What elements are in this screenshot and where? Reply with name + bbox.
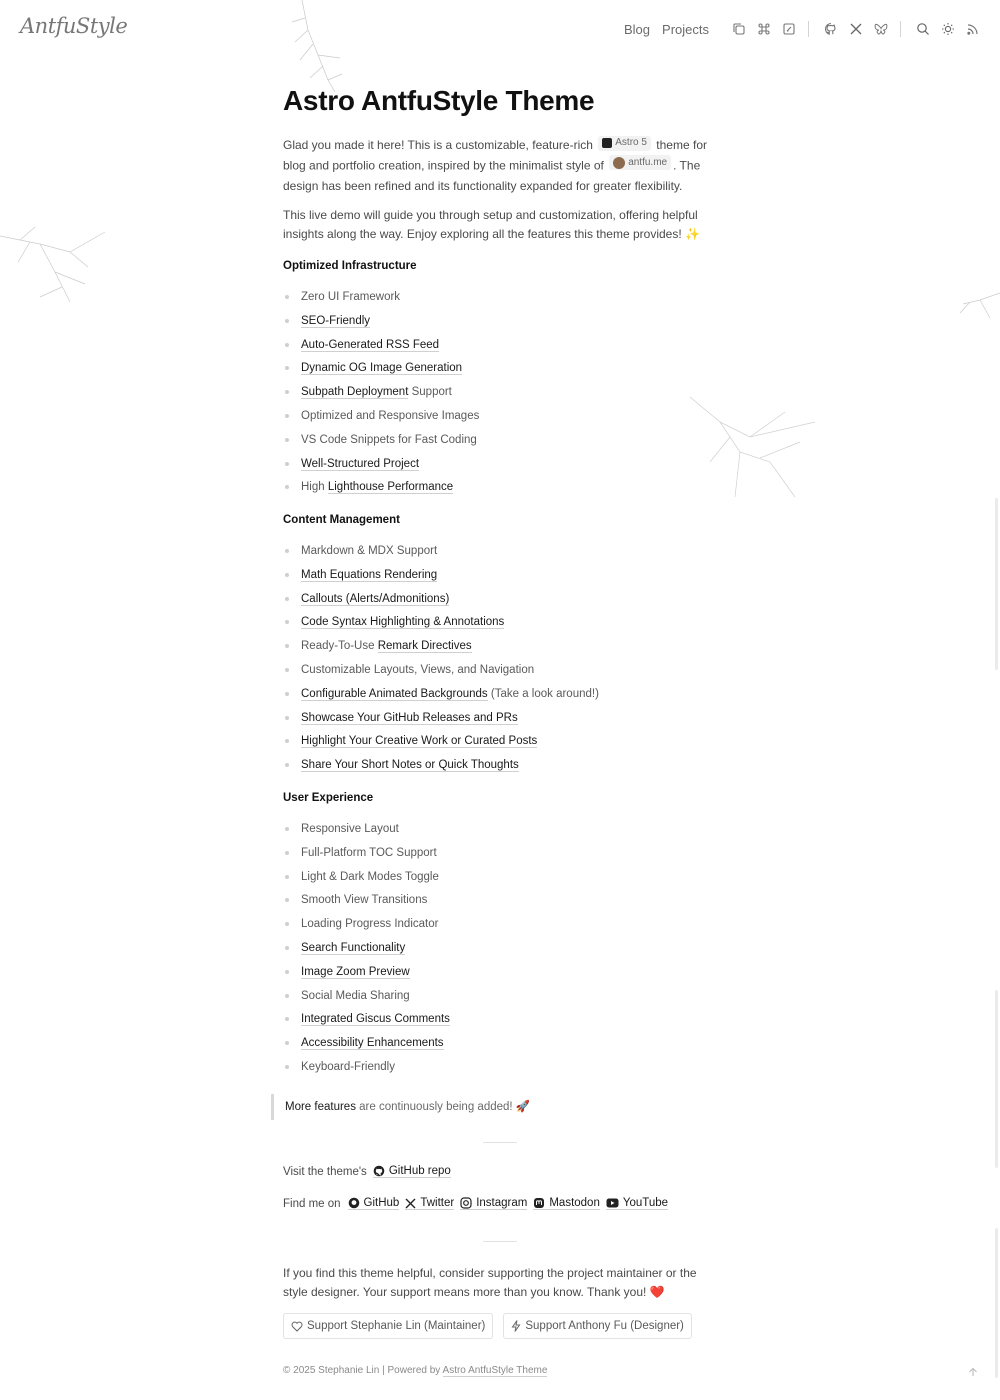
section-heading-content: Content Management <box>283 514 400 526</box>
list-item <box>283 987 450 1011</box>
list-item-text: Responsive Layout <box>301 823 399 835</box>
list-item <box>283 1034 450 1058</box>
divider <box>483 1142 517 1143</box>
list-item <box>283 868 450 892</box>
list-item <box>283 820 450 844</box>
list-item-text: Customizable Layouts, Views, and Navigation <box>301 663 535 676</box>
feature-link[interactable]: Search Functionality <box>301 941 406 954</box>
list-item <box>283 915 450 939</box>
feature-link[interactable]: Share Your Short Notes or Quick Thoughts <box>301 759 519 772</box>
list-item <box>283 756 599 780</box>
repo-row <box>283 1165 451 1178</box>
list-item <box>283 359 479 383</box>
list-item <box>283 1058 450 1082</box>
nav-projects[interactable]: Projects <box>662 21 709 37</box>
list-item <box>283 732 599 756</box>
scrollbar-thumb[interactable] <box>995 990 998 1168</box>
list-item-text: Full-Platform TOC Support <box>301 846 437 859</box>
mastodon-icon <box>533 1197 545 1209</box>
list-item-text: Keyboard-Friendly <box>301 1060 395 1073</box>
feature-link[interactable]: Accessibility Enhancements <box>301 1037 444 1050</box>
article <box>283 84 723 1376</box>
nav-blog[interactable]: Blog <box>624 21 651 37</box>
astro-logo-icon <box>602 138 612 148</box>
list-item <box>283 407 479 431</box>
github-icon <box>348 1197 360 1209</box>
list-item <box>283 542 599 566</box>
decorative-branch <box>955 288 1000 323</box>
github-icon[interactable] <box>823 22 838 37</box>
list-item-text: Optimized and Responsive Images <box>301 409 480 422</box>
instagram-link[interactable] <box>460 1197 527 1210</box>
scrollbar-thumb[interactable] <box>995 1228 998 1378</box>
support-maintainer-button[interactable] <box>283 1313 493 1339</box>
feature-link[interactable]: Callouts (Alerts/Admonitions) <box>301 592 450 605</box>
list-item <box>283 478 479 502</box>
section-heading-infra: Optimized Infrastructure <box>283 260 417 272</box>
youtube-link-label: YouTube <box>622 1197 669 1209</box>
feature-link[interactable]: Math Equations Rendering <box>301 568 438 581</box>
youtube-link[interactable] <box>606 1197 668 1210</box>
content-list <box>283 542 599 780</box>
footer-theme-link[interactable]: Astro AntfuStyle Theme <box>442 1365 548 1376</box>
list-item <box>283 590 599 614</box>
support-paragraph: If you find this theme helpful, consider supporting the project maintainer or the style designer. Your support means more than you know. Thank you! ❤️ <box>283 1266 697 1299</box>
feature-link[interactable]: Subpath Deployment <box>301 386 409 399</box>
mastodon-link[interactable] <box>533 1197 600 1210</box>
list-item-text: Support <box>408 386 452 399</box>
infra-list <box>283 288 479 502</box>
feature-link[interactable]: Code Syntax Highlighting & Annotations <box>301 616 505 629</box>
github-repo-link[interactable] <box>373 1165 451 1178</box>
command-icon[interactable] <box>756 22 771 37</box>
feature-link[interactable]: Integrated Giscus Comments <box>301 1013 450 1026</box>
ux-list <box>283 820 450 1082</box>
list-item <box>283 336 479 360</box>
list-item-text: VS Code Snippets for Fast Coding <box>301 433 477 446</box>
astro-badge-label: Astro 5 <box>615 137 647 148</box>
copy-pages-icon[interactable] <box>731 22 746 37</box>
intro-text: Glad you made it here! This is a customizable, feature-rich <box>283 138 593 152</box>
back-to-top-button[interactable] <box>968 1364 978 1382</box>
list-item <box>283 844 450 868</box>
support-buttons <box>283 1313 702 1339</box>
support-designer-label: Support Anthony Fu (Designer) <box>525 1320 684 1332</box>
list-item <box>283 455 479 479</box>
lightning-icon <box>511 1320 521 1332</box>
footer <box>283 1365 547 1376</box>
feature-link[interactable]: Highlight Your Creative Work or Curated Posts <box>301 735 538 748</box>
scrollbar-thumb[interactable] <box>995 498 998 670</box>
list-item <box>283 939 450 963</box>
list-item-text: Light & Dark Modes Toggle <box>301 870 439 883</box>
feature-link[interactable]: Lighthouse Performance <box>327 481 454 494</box>
list-item-text: Smooth View Transitions <box>301 894 428 907</box>
list-item <box>283 431 479 455</box>
list-item-text: (Take a look around!) <box>487 687 599 700</box>
site-logo[interactable]: AntfuStyle <box>20 14 128 38</box>
list-item <box>283 661 599 685</box>
footer-text: © 2025 Stephanie Lin | Powered by <box>283 1365 443 1376</box>
theme-toggle-sun-icon[interactable] <box>940 22 955 37</box>
antfu-badge[interactable] <box>609 155 671 170</box>
github-link-label: GitHub <box>363 1197 400 1209</box>
list-item <box>283 1010 450 1034</box>
section-heading-ux: User Experience <box>283 792 374 804</box>
twitter-link[interactable] <box>405 1197 454 1210</box>
list-item-text: High <box>301 481 328 494</box>
list-item <box>283 685 599 709</box>
list-item <box>283 613 599 637</box>
feature-link[interactable]: Image Zoom Preview <box>301 965 410 978</box>
astro-badge[interactable] <box>598 136 651 151</box>
list-item <box>283 566 599 590</box>
list-item <box>283 288 479 312</box>
list-item <box>283 637 599 661</box>
avatar <box>613 157 625 169</box>
feature-link[interactable]: Configurable Animated Backgrounds <box>301 687 488 700</box>
repo-label: Visit the theme's <box>283 1165 367 1178</box>
list-item-text: Social Media Sharing <box>301 989 410 1002</box>
divider <box>483 1241 517 1242</box>
x-twitter-icon <box>405 1198 416 1209</box>
nav-divider <box>900 21 901 37</box>
intro-text: theme for blog and portfolio creation, inspired by the minimalist style of <box>283 138 707 173</box>
intro-paragraph-2: This live demo will guide you through setup and customization, offering helpful insights along the way. Enjoy exploring all the features this theme provides! ✨ <box>283 208 700 241</box>
list-item <box>283 963 450 987</box>
github-repo-label: GitHub repo <box>388 1165 451 1177</box>
arrow-up-icon <box>968 1367 978 1377</box>
social-row <box>283 1197 668 1210</box>
mastodon-link-label: Mastodon <box>549 1197 600 1209</box>
bluesky-icon[interactable] <box>873 22 888 37</box>
list-item-text: Loading Progress Indicator <box>301 918 439 931</box>
twitter-link-label: Twitter <box>420 1197 455 1209</box>
github-icon <box>373 1165 385 1177</box>
support-designer-button[interactable] <box>503 1313 692 1339</box>
instagram-icon <box>460 1197 472 1209</box>
x-twitter-icon[interactable] <box>848 22 863 37</box>
feature-link[interactable]: Remark Directives <box>377 640 472 653</box>
antfu-badge-label: antfu.me <box>628 156 668 168</box>
top-nav <box>624 18 980 40</box>
instagram-link-label: Instagram <box>476 1197 528 1209</box>
feature-link[interactable]: Auto-Generated RSS Feed <box>301 338 440 351</box>
list-item-text: Zero UI Framework <box>301 291 401 303</box>
feature-link[interactable]: Well-Structured Project <box>301 457 420 470</box>
list-item-text: Markdown & MDX Support <box>301 545 438 557</box>
blockquote <box>271 1094 530 1120</box>
find-me-label: Find me on <box>283 1197 341 1210</box>
list-item <box>283 709 599 733</box>
notes-edit-icon[interactable] <box>781 22 796 37</box>
feature-link[interactable]: Showcase Your GitHub Releases and PRs <box>301 711 518 724</box>
decorative-branch <box>690 392 820 502</box>
list-item-text: Ready-To-Use <box>301 640 378 653</box>
decorative-branch <box>280 0 350 95</box>
list-item <box>283 383 479 407</box>
intro-text: . The design has been refined and its functionality expanded for greater flexibility. <box>283 158 701 193</box>
support-maintainer-label: Support Stephanie Lin (Maintainer) <box>307 1320 486 1332</box>
rss-icon[interactable] <box>965 22 980 37</box>
github-link[interactable] <box>348 1197 400 1210</box>
decorative-branch <box>0 222 110 312</box>
more-features-link[interactable]: More features <box>285 1101 356 1113</box>
list-item <box>283 891 450 915</box>
quote-text: are continuously being added! 🚀 <box>355 1101 531 1113</box>
heart-icon <box>291 1321 303 1332</box>
feature-link[interactable]: SEO-Friendly <box>301 314 371 327</box>
page-title: Astro AntfuStyle Theme <box>283 85 595 116</box>
nav-divider <box>808 21 809 37</box>
feature-link[interactable]: Dynamic OG Image Generation <box>301 362 463 375</box>
youtube-icon <box>606 1198 619 1208</box>
search-icon[interactable] <box>915 22 930 37</box>
intro-paragraph <box>283 135 713 196</box>
list-item <box>283 312 479 336</box>
